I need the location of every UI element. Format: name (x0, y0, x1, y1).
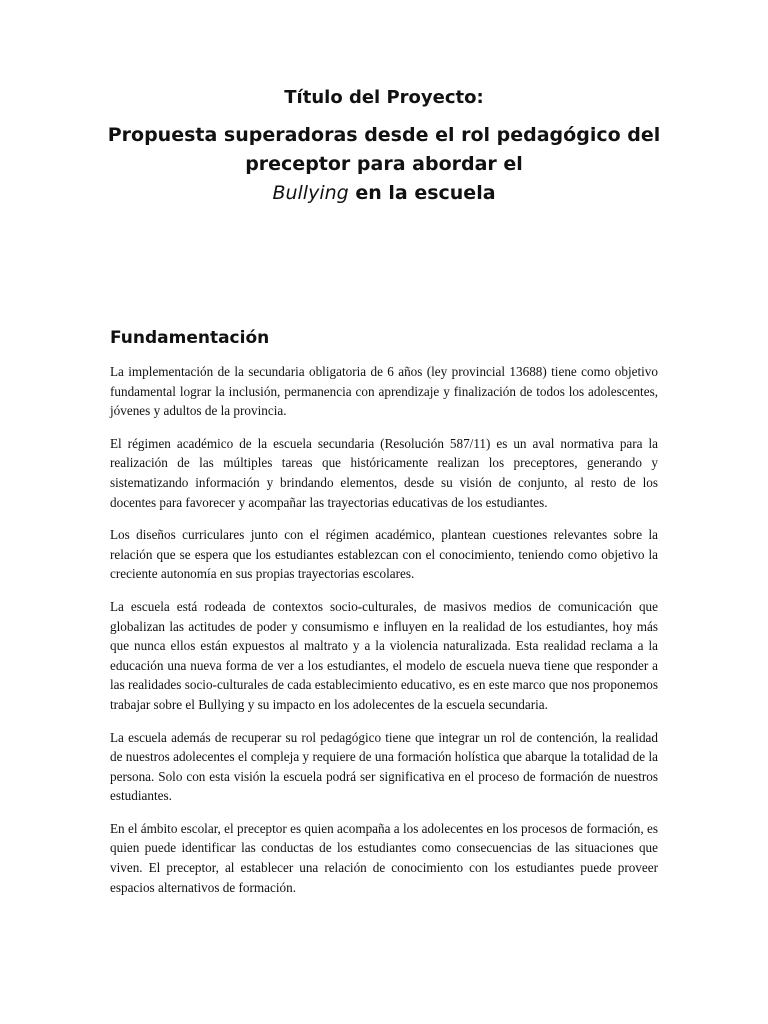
paragraph-3: Los diseños curriculares junto con el régimen académico, plantean cuestiones relevantes sobre la relación que se espera que los estudiantes establezcan con el conocimiento, teniendo como objetivo la creciente autonomía en sus propias trayectorias escolares. (110, 527, 658, 582)
paragraph-6: En el ámbito escolar, el preceptor es quien acompaña a los adolecentes en los procesos de formación, es quien puede identificar las conductas de los estudiantes como consecuencias de las situaciones que viven. El preceptor, al establecer una relación de conocimiento con los estudiantes puede proveer espacios alternativos de formación. (110, 820, 658, 895)
project-title-part1: Propuesta superadoras desde el rol pedagógico del preceptor para abordar el (107, 124, 661, 175)
project-title-italic: Bullying (272, 182, 349, 204)
section-heading: Fundamentación (110, 328, 270, 348)
paragraph-5: La escuela además de recuperar su rol pedagógico tiene que integrar un rol de contención, la realidad de nuestros adolecentes el compleja y requiere de una formación holística que abarque la totalidad de la persona. Solo con esta visión la escuela podrá ser significativa en el proceso de formación de nuestros estudiantes. (110, 729, 658, 804)
paragraph-1: La implementación de la secundaria obligatoria de 6 años (ley provincial 13688) tiene como objetivo fundamental lograr la inclusión, permanencia con aprendizaje y finalización de todos los adolescentes, jóvenes y adultos de la provincia. (110, 364, 658, 419)
project-label-colon: : (476, 87, 484, 108)
paragraph-4: La escuela está rodeada de contextos socio-culturales, de masivos medios de comunicación que globalizan las actitudes de poder y consumismo e influyen en la realidad de los estudiantes, hoy más que nunca ellos están expuestos al maltrato y a la violencia naturalizada. Esta realidad reclama a la educación una nueva forma de ver a los estudiantes, el modelo de escuela nueva tiene que responder a las realidades socio-culturales de cada establecimiento educativo, es en este marco que nos proponemos trabajar sobre el Bullying y su impacto en los adolecentes de la escuela secundaria. (110, 598, 658, 712)
project-label-text: Título del Proyecto (284, 87, 477, 108)
project-title-part2: en la escuela (355, 182, 496, 204)
body-text (110, 362, 658, 910)
project-label (0, 86, 768, 110)
project-title (100, 121, 668, 208)
paragraph-2: El régimen académico de la escuela secundaria (Resolución 587/11) es un aval normativa para la realización de las múltiples tareas que históricamente realizan los preceptores, generando y sistematizando información y brindando elementos, desde su visión de conjunto, al resto de los docentes para favorecer y acompañar las trayectorias educativas de los estudiantes. (110, 435, 658, 510)
